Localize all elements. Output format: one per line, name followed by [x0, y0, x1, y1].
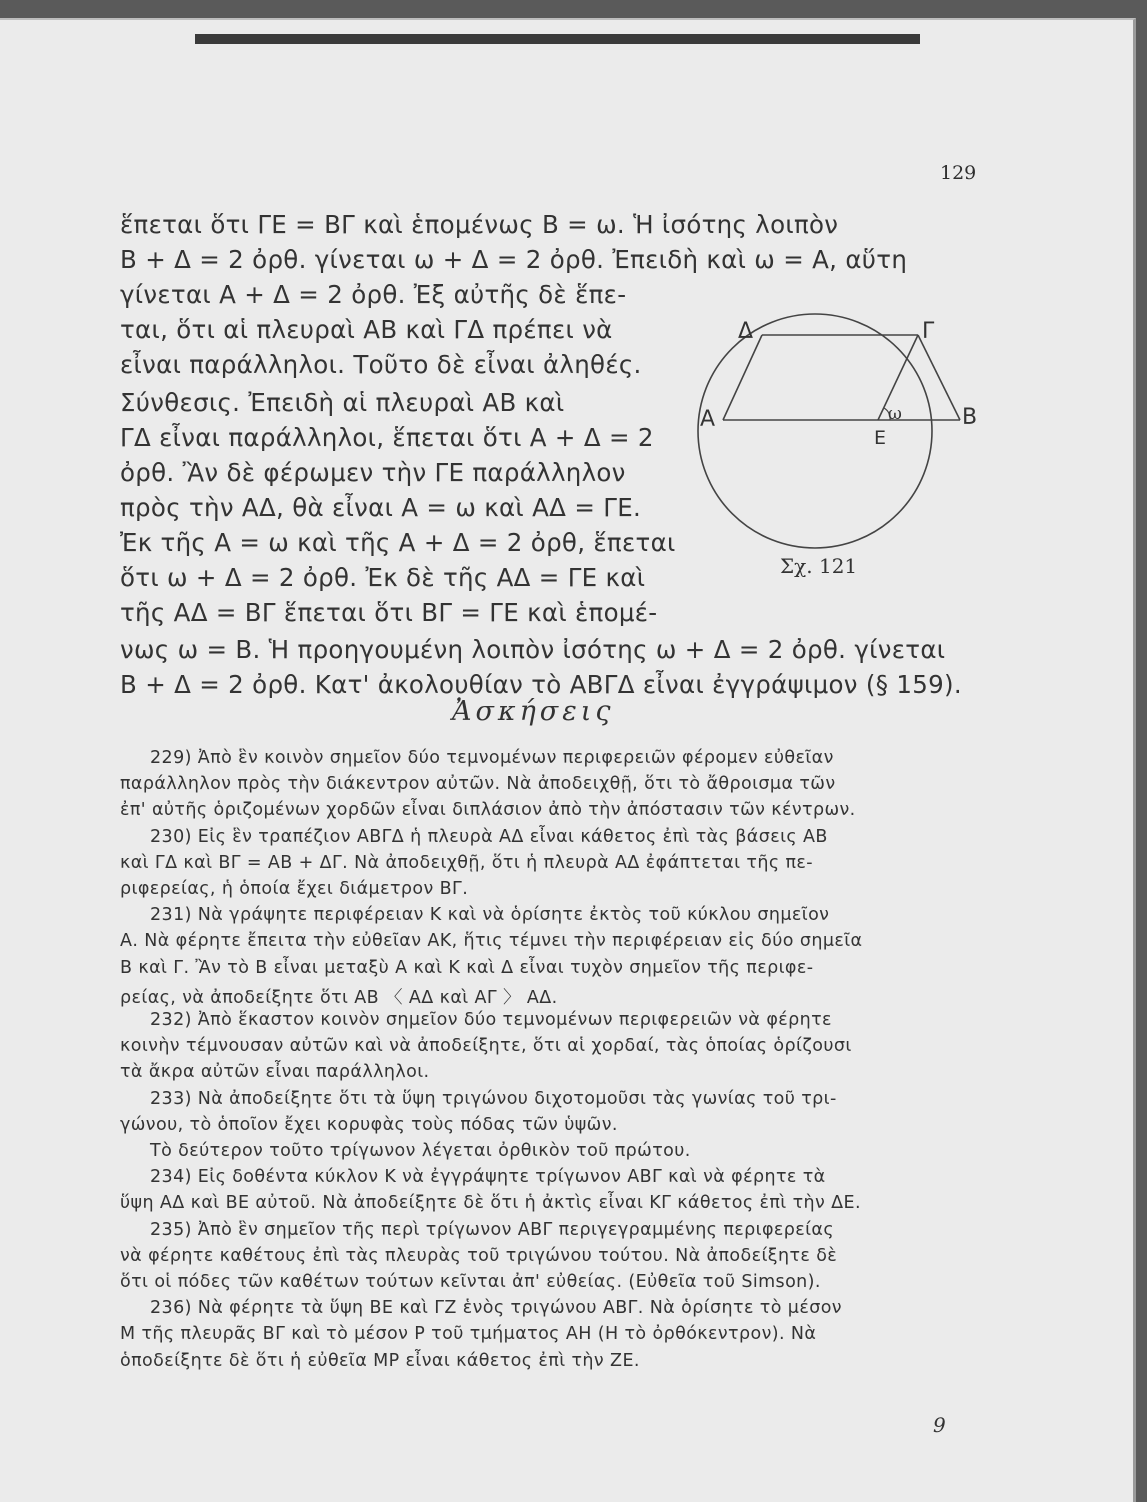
- exercise-line: 232) Ἀπὸ ἕκαστον κοινὸν σημεῖον δύο τεμνομένων περιφερειῶν νὰ φέρητε: [150, 1010, 832, 1030]
- text-line: Σύνθεσις. Ἐπειδὴ αἱ πλευραὶ ΑΒ καὶ: [120, 388, 565, 417]
- exercise-line: ὅτι οἱ πόδες τῶν καθέτων τούτων κεῖνται ἀπ' εὐθείας. (Εὐθεῖα τοῦ Simson).: [120, 1272, 821, 1292]
- exercise-line: 234) Εἰς δοθέντα κύκλον Κ νὰ ἐγγράψητε τρίγωνον ΑΒΓ καὶ νὰ φέρητε τὰ: [150, 1167, 826, 1187]
- text-line: ἕπεται ὅτι ΓΕ = ΒΓ καὶ ἑπομένως Β = ω. Ἡ ἰσότης λοιπὸν: [120, 210, 839, 239]
- text-line: πρὸς τὴν ΑΔ, θὰ εἶναι Α = ω καὶ ΑΔ = ΓΕ.: [120, 493, 642, 522]
- text-line: Β + Δ = 2 ὀρθ. γίνεται ω + Δ = 2 ὀρθ. Ἐπειδὴ καὶ ω = Α, αὕτη: [120, 245, 908, 274]
- exercise-line: νὰ φέρητε καθέτους ἐπὶ τὰς πλευρὰς τοῦ τριγώνου τούτου. Νὰ ἀποδείξητε δὲ: [120, 1246, 838, 1266]
- label-D: Δ: [738, 319, 754, 344]
- exercises-heading: Ἀσκήσεις: [452, 696, 615, 727]
- exercise-line: Τὸ δεύτερον τοῦτο τρίγωνον λέγεται ὀρθικὸν τοῦ πρώτου.: [150, 1141, 691, 1161]
- exercise-line: κοινὴν τέμνουσαν αὐτῶν καὶ νὰ ἀποδείξητε, ὅτι αἱ χορδαί, τὰς ὁποίας ὁρίζουσι: [120, 1036, 852, 1056]
- text-line: νως ω = Β. Ἡ προηγουμένη λοιπὸν ἰσότης ω + Δ = 2 ὀρθ. γίνεται: [120, 635, 946, 664]
- figure-caption: Σχ. 121: [780, 554, 858, 578]
- exercise-line: Β καὶ Γ. Ἂν τὸ Β εἶναι μεταξὺ Α καὶ Κ καὶ Δ εἶναι τυχὸν σημεῖον τῆς περιφε-: [120, 958, 814, 978]
- exercise-line: Α. Νὰ φέρητε ἔπειτα τὴν εὐθεῖαν ΑΚ, ἥτις τέμνει τὴν περιφέρειαν εἰς δύο σημεῖα: [120, 931, 863, 951]
- exercise-line: γώνου, τὸ ὁποῖον ἔχει κορυφὰς τοὺς πόδας τῶν ὑψῶν.: [120, 1115, 618, 1135]
- exercise-line: ρείας, νὰ ἀποδείξητε ὅτι ΑΒ 〈 ΑΔ καὶ ΑΓ 〉 ΑΔ.: [120, 988, 558, 1008]
- label-omega: ω: [888, 404, 902, 424]
- page-number: 129: [940, 162, 977, 184]
- exercise-line: ριφερείας, ἡ ὁποία ἔχει διάμετρον ΒΓ.: [120, 879, 469, 899]
- page-top-edge: [195, 34, 920, 44]
- text-line: Β + Δ = 2 ὀρθ. Κατ' ἀκολουθίαν τὸ ΑΒΓΔ εἶναι ἐγγράψιμον (§ 159).: [120, 670, 962, 699]
- exercise-line: 231) Νὰ γράψητε περιφέρειαν Κ καὶ νὰ ὁρίσητε ἐκτὸς τοῦ κύκλου σημεῖον: [150, 905, 830, 925]
- exercise-line: 235) Ἀπὸ ἓν σημεῖον τῆς περὶ τρίγωνον ΑΒΓ περιγεγραμμένης περιφερείας: [150, 1220, 835, 1240]
- exercise-line: καὶ ΓΔ καὶ ΒΓ = ΑΒ + ΔΓ. Νὰ ἀποδειχθῇ, ὅτι ἡ πλευρὰ ΑΔ ἐφάπτεται τῆς πε-: [120, 853, 813, 873]
- exercise-line: Μ τῆς πλευρᾶς ΒΓ καὶ τὸ μέσον Ρ τοῦ τμήματος ΑΗ (Η τὸ ὀρθόκεντρον). Νὰ: [120, 1324, 817, 1344]
- exercise-line: τὰ ἄκρα αὐτῶν εἶναι παράλληλοι.: [120, 1062, 430, 1082]
- text-line: γίνεται Α + Δ = 2 ὀρθ. Ἐξ αὐτῆς δὲ ἕπε-: [120, 280, 627, 309]
- circumcircle: [698, 314, 932, 548]
- side-GB: [918, 335, 960, 420]
- exercise-line: 230) Εἰς ἓν τραπέζιον ΑΒΓΔ ἡ πλευρὰ ΑΔ εἶναι κάθετος ἐπὶ τὰς βάσεις ΑΒ: [150, 827, 828, 847]
- label-E: Ε: [874, 427, 887, 449]
- side-AD: [723, 335, 762, 420]
- text-line: ται, ὅτι αἱ πλευραὶ ΑΒ καὶ ΓΔ πρέπει νὰ: [120, 315, 613, 344]
- exercise-line: 236) Νὰ φέρητε τὰ ὕψη ΒΕ καὶ ΓΖ ἑνὸς τριγώνου ΑΒΓ. Νὰ ὁρίσητε τὸ μέσον: [150, 1298, 842, 1318]
- label-G: Γ: [922, 319, 935, 344]
- signature-mark: 9: [933, 1413, 946, 1437]
- exercise-line: 233) Νὰ ἀποδείξητε ὅτι τὰ ὕψη τριγώνου διχοτομοῦσι τὰς γωνίας τοῦ τρι-: [150, 1089, 837, 1109]
- label-B: Β: [962, 405, 978, 430]
- book-page: [0, 18, 1136, 1502]
- exercise-line: ἐπ' αὐτῆς ὁριζομένων χορδῶν εἶναι διπλάσιον ἀπὸ τὴν ἀπόστασιν τῶν κέντρων.: [120, 800, 856, 820]
- label-A: Α: [700, 407, 716, 432]
- text-line: ὀρθ. Ἂν δὲ φέρωμεν τὴν ΓΕ παράλληλον: [120, 458, 626, 487]
- text-line: Ἐκ τῆς Α = ω καὶ τῆς Α + Δ = 2 ὀρθ, ἕπεται: [120, 528, 676, 557]
- text-line: ΓΔ εἶναι παράλληλοι, ἕπεται ὅτι Α + Δ = 2: [120, 423, 654, 452]
- text-line: ὅτι ω + Δ = 2 ὀρθ. Ἐκ δὲ τῆς ΑΔ = ΓΕ καὶ: [120, 563, 646, 592]
- exercise-line: παράλληλον πρὸς τὴν διάκεντρον αὐτῶν. Νὰ ἀποδειχθῇ, ὅτι τὸ ἄθροισμα τῶν: [120, 774, 836, 794]
- text-line: εἶναι παράλληλοι. Τοῦτο δὲ εἶναι ἀληθές.: [120, 350, 642, 379]
- exercise-line: ὕψη ΑΔ καὶ ΒΕ αὐτοῦ. Νὰ ἀποδείξητε δὲ ὅτι ἡ ἀκτὶς εἶναι ΚΓ κάθετος ἐπὶ τὴν ΔΕ.: [120, 1193, 861, 1213]
- exercise-line: 229) Ἀπὸ ἓν κοινὸν σημεῖον δύο τεμνομένων περιφερειῶν φέρομεν εὐθεῖαν: [150, 748, 834, 768]
- text-line: τῆς ΑΔ = ΒΓ ἕπεται ὅτι ΒΓ = ΓΕ καὶ ἑπομέ-: [120, 598, 658, 627]
- exercise-line: ὁποδείξητε δὲ ὅτι ἡ εὐθεῖα ΜΡ εἶναι κάθετος ἐπὶ τὴν ΖΕ.: [120, 1351, 640, 1371]
- figure-121: [690, 298, 990, 588]
